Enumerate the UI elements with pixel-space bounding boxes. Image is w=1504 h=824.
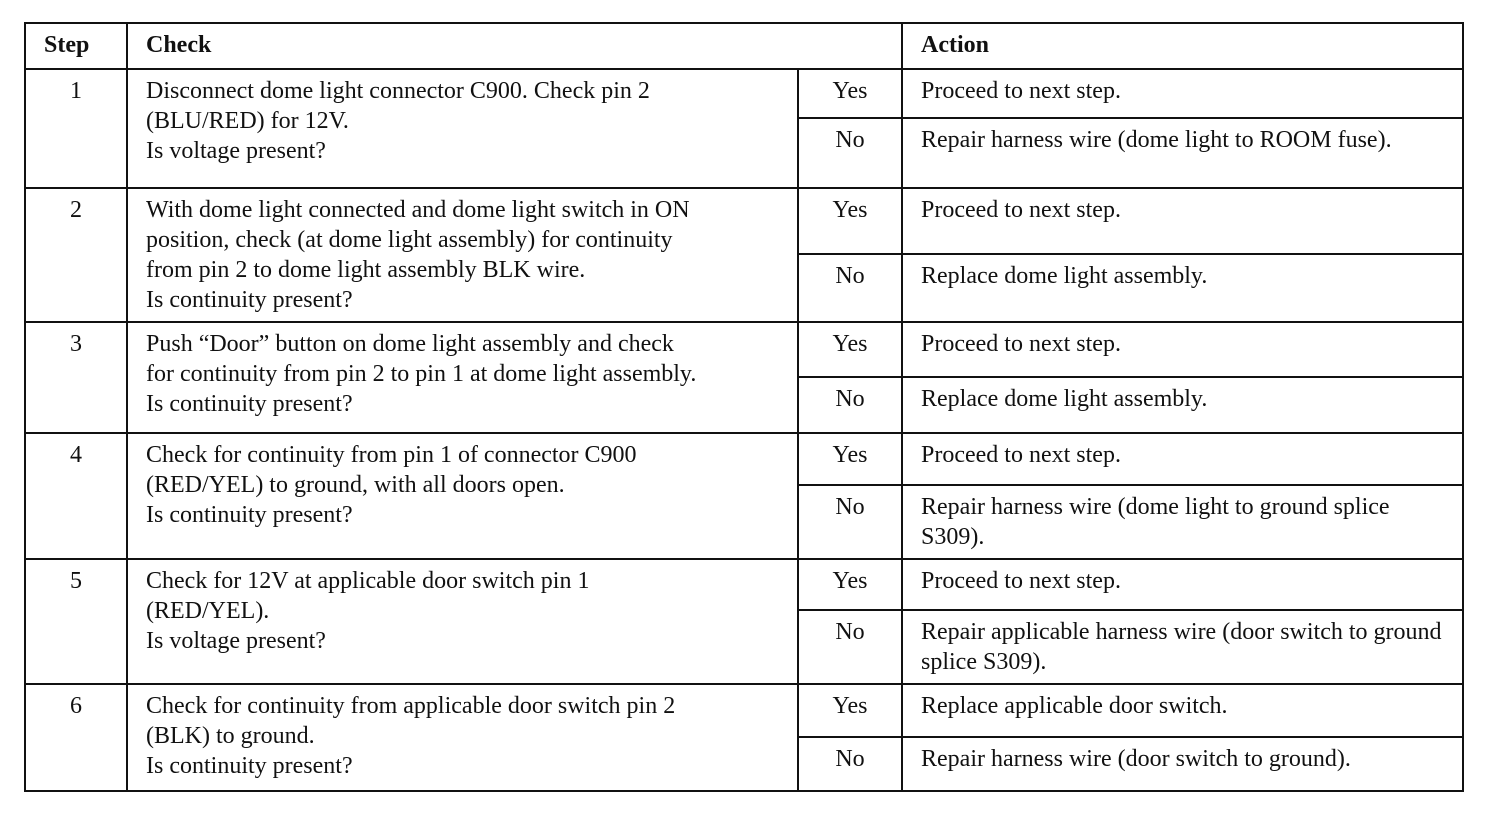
check-line: Is voltage present? xyxy=(146,138,326,164)
no-label: No xyxy=(798,737,902,791)
check-line: Check for 12V at applicable door switch pin 1 xyxy=(146,568,590,594)
yes-label: Yes xyxy=(798,69,902,118)
yes-label: Yes xyxy=(798,322,902,377)
check-line: position, check (at dome light assembly) for continuity xyxy=(146,227,673,253)
check-line: for continuity from pin 2 to pin 1 at dome light assembly. xyxy=(146,361,697,387)
check-line: (RED/YEL) to ground, with all doors open. xyxy=(146,472,565,498)
yes-action: Replace applicable door switch. xyxy=(902,684,1463,737)
check-line: Is voltage present? xyxy=(146,628,326,654)
header-row xyxy=(25,23,1463,69)
check-line: Push “Door” button on dome light assembly and check xyxy=(146,331,674,357)
step-number: 4 xyxy=(25,433,127,559)
diagnostic-table xyxy=(24,22,1464,792)
check-line: Disconnect dome light connector C900. Check pin 2 xyxy=(146,78,650,104)
no-label: No xyxy=(798,485,902,559)
no-label: No xyxy=(798,118,902,188)
yes-action: Proceed to next step. xyxy=(902,322,1463,377)
step-number: 1 xyxy=(25,69,127,188)
check-description xyxy=(127,322,798,433)
step-number: 3 xyxy=(25,322,127,433)
check-line: (BLK) to ground. xyxy=(146,723,315,749)
header-step: Step xyxy=(25,23,127,69)
check-description xyxy=(127,684,798,791)
yes-label: Yes xyxy=(798,559,902,610)
check-line: Is continuity present? xyxy=(146,287,353,313)
yes-label: Yes xyxy=(798,433,902,485)
no-action: Repair harness wire (dome light to ROOM fuse). xyxy=(902,118,1463,188)
no-label: No xyxy=(798,377,902,433)
yes-action: Proceed to next step. xyxy=(902,433,1463,485)
no-label: No xyxy=(798,610,902,684)
no-action: Replace dome light assembly. xyxy=(902,377,1463,433)
table-row xyxy=(25,559,1463,610)
check-line: (RED/YEL). xyxy=(146,598,270,624)
table-row xyxy=(25,69,1463,118)
table-row xyxy=(25,684,1463,737)
table-body xyxy=(25,69,1463,791)
header-action: Action xyxy=(902,23,1463,69)
yes-label: Yes xyxy=(798,188,902,254)
table-row xyxy=(25,322,1463,377)
no-action: Repair harness wire (door switch to ground). xyxy=(902,737,1463,791)
check-line: from pin 2 to dome light assembly BLK wire. xyxy=(146,257,586,283)
check-line: Is continuity present? xyxy=(146,753,353,779)
check-line: Check for continuity from pin 1 of connector C900 xyxy=(146,442,637,468)
step-number: 5 xyxy=(25,559,127,684)
no-action: Repair applicable harness wire (door switch to ground splice S309). xyxy=(902,610,1463,684)
no-label: No xyxy=(798,254,902,322)
check-line: With dome light connected and dome light switch in ON xyxy=(146,197,690,223)
check-description xyxy=(127,559,798,684)
table-row xyxy=(25,433,1463,485)
table-row xyxy=(25,188,1463,254)
check-description xyxy=(127,69,798,188)
check-line: Is continuity present? xyxy=(146,391,353,417)
check-line: (BLU/RED) for 12V. xyxy=(146,108,349,134)
check-description xyxy=(127,433,798,559)
yes-label: Yes xyxy=(798,684,902,737)
step-number: 6 xyxy=(25,684,127,791)
header-check: Check xyxy=(127,23,902,69)
no-action: Repair harness wire (dome light to ground splice S309). xyxy=(902,485,1463,559)
step-number: 2 xyxy=(25,188,127,322)
check-description xyxy=(127,188,798,322)
yes-action: Proceed to next step. xyxy=(902,188,1463,254)
check-line: Is continuity present? xyxy=(146,502,353,528)
yes-action: Proceed to next step. xyxy=(902,559,1463,610)
no-action: Replace dome light assembly. xyxy=(902,254,1463,322)
yes-action: Proceed to next step. xyxy=(902,69,1463,118)
check-line: Check for continuity from applicable door switch pin 2 xyxy=(146,693,676,719)
